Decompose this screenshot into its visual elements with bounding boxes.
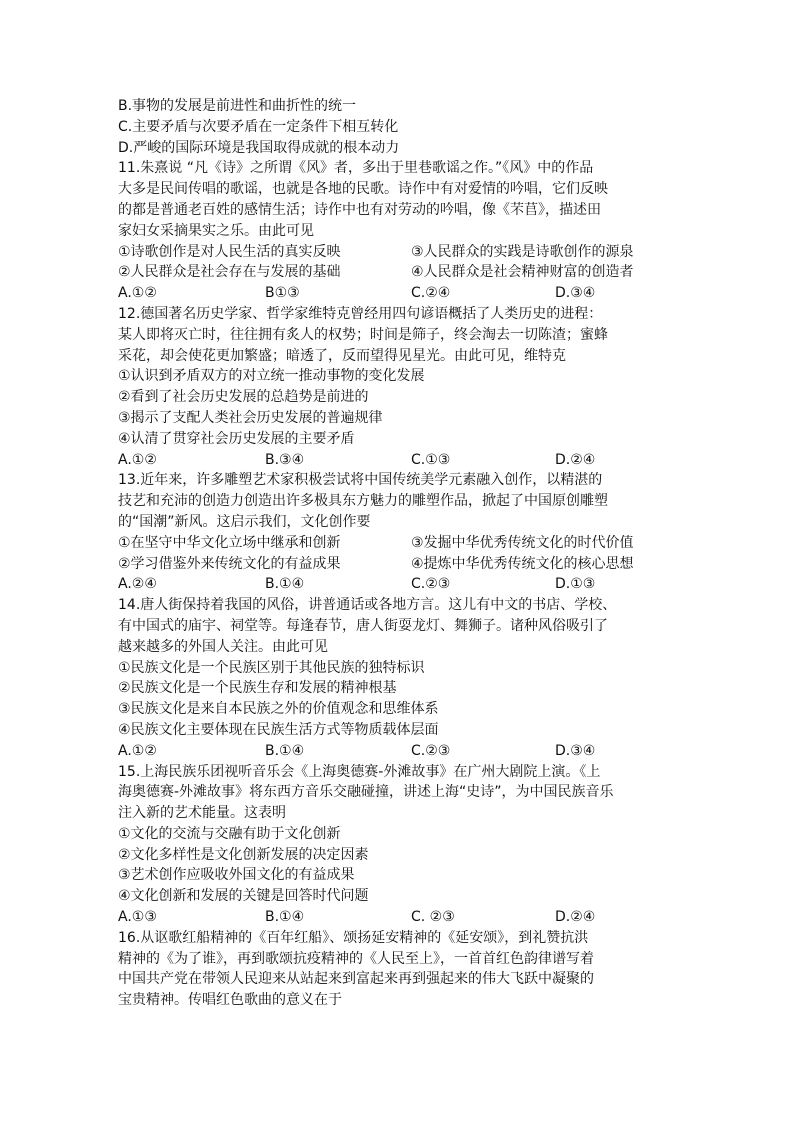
question-14-stem: 14.唐人街保持着我国的风俗，讲普通话或各地方言。这儿有中文的书店、学校、 bbox=[118, 597, 617, 614]
question-16-stem: 中国共产党在带领人民迎来从站起来到富起来再到强起来的伟大飞跃中凝聚的 bbox=[118, 971, 594, 988]
statement: ③揭示了支配人类社会历史发展的普遍规律 bbox=[118, 409, 383, 426]
choice-b: B.①④ bbox=[265, 909, 305, 926]
statement: ④文化创新和发展的关键是回答时代问题 bbox=[118, 888, 369, 905]
choice-d: D.①③ bbox=[555, 576, 596, 593]
question-11-stem: 11.朱熹说 “凡《诗》之所谓《风》者，多出于里巷歌谣之作。”《风》中的作品 bbox=[118, 160, 594, 177]
option-line: C.主要矛盾与次要矛盾在一定条件下相互转化 bbox=[118, 118, 399, 135]
question-14-stem: 越来越多的外国人关注。由此可见 bbox=[118, 638, 328, 655]
question-16-stem: 宝贵精神。传唱红色歌曲的意义在于 bbox=[118, 992, 342, 1009]
statement: ①认识到矛盾双方的对立统一推动事物的变化发展 bbox=[118, 368, 425, 385]
choice-d: D.②④ bbox=[555, 909, 596, 926]
statement: ②看到了社会历史发展的总趋势是前进的 bbox=[118, 389, 369, 406]
question-16-stem: 精神的《为了谁》，再到歌颂抗疫精神的《人民至上》，一首首红色韵律谱写着 bbox=[118, 950, 594, 967]
choice-a: A.①③ bbox=[118, 909, 157, 926]
question-11-stem: 家妇女采摘果实之乐。由此可见 bbox=[118, 222, 314, 239]
statement: ②文化多样性是文化创新发展的决定因素 bbox=[118, 846, 369, 863]
question-11-stem: 大多是民间传唱的歌谣，也就是各地的民歌。诗作中有对爱情的吟唱，它们反映 bbox=[118, 181, 608, 198]
choice-d: D.②④ bbox=[555, 451, 596, 468]
statement: ③发掘中华优秀传统文化的时代价值 bbox=[411, 534, 634, 551]
choice-b: B.①④ bbox=[265, 576, 305, 593]
question-15-stem: 15.上海民族乐团视听音乐会《上海奥德赛-外滩故事》在广州大剧院上演。《上 bbox=[118, 763, 601, 780]
question-13-stem: 的“国潮”新风。这启示我们，文化创作要 bbox=[118, 513, 371, 530]
statement: ④民族文化主要体现在民族生活方式等物质载体层面 bbox=[118, 721, 439, 738]
question-11-statements bbox=[118, 242, 678, 263]
choice-a: A.②④ bbox=[118, 576, 157, 593]
question-13-statements bbox=[118, 554, 678, 575]
question-14-choices bbox=[118, 741, 678, 762]
statement: ④人民群众是社会精神财富的创造者 bbox=[411, 264, 634, 281]
choice-b: B.③④ bbox=[265, 451, 305, 468]
question-13-stem: 13.近年来，许多雕塑艺术家积极尝试将中国传统美学元素融入创作，以精湛的 bbox=[118, 472, 603, 489]
choice-d: D.③④ bbox=[555, 285, 596, 302]
statement: ①民族文化是一个民族区别于其他民族的独特标识 bbox=[118, 659, 425, 676]
question-13-stem: 技艺和充沛的创造力创造出许多极具东方魅力的雕塑作品，掀起了中国原创雕塑 bbox=[118, 493, 608, 510]
choice-a: A.①② bbox=[118, 451, 157, 468]
question-11-stem: 的都是普通老百姓的感情生活；诗作中也有对劳动的吟唱，像《芣苢》，描述田 bbox=[118, 201, 601, 218]
statement: ①文化的交流与交融有助于文化创新 bbox=[118, 825, 341, 842]
choice-a: A.①② bbox=[118, 285, 157, 302]
question-12-stem: 采花，却会使花更加繁盛；暗透了，反而望得见星光。由此可见，维特克 bbox=[118, 347, 566, 364]
question-12-stem: 12.德国著名历史学家、哲学家维特克曾经用四句谚语概括了人类历史的进程： bbox=[118, 305, 603, 322]
statement: ④提炼中华优秀传统文化的核心思想 bbox=[411, 555, 634, 572]
statement: ①在坚守中华文化立场中继承和创新 bbox=[118, 534, 341, 551]
statement: ②人民群众是社会存在与发展的基础 bbox=[118, 264, 341, 281]
choice-a: A.①② bbox=[118, 742, 157, 759]
statement: ①诗歌创作是对人民生活的真实反映 bbox=[118, 243, 341, 260]
choice-b: B.①④ bbox=[265, 742, 305, 759]
question-12-choices bbox=[118, 450, 678, 471]
page-content bbox=[118, 96, 678, 1011]
choice-c: C.①③ bbox=[411, 451, 451, 468]
statement: ③人民群众的实践是诗歌创作的源泉 bbox=[411, 243, 634, 260]
choice-c: C.②③ bbox=[411, 742, 451, 759]
question-15-stem: 海奥德赛-外滩故事》将东西方音乐交融碰撞，讲述上海“史诗”，为中国民族音乐 bbox=[118, 784, 614, 801]
question-11-statements bbox=[118, 262, 678, 283]
question-15-choices bbox=[118, 907, 678, 928]
statement: ②民族文化是一个民族生存和发展的精神根基 bbox=[118, 680, 397, 697]
statement: ③民族文化是来自本民族之外的价值观念和思维体系 bbox=[118, 701, 439, 718]
question-12-stem: 某人即将灭亡时，往往拥有炙人的权势；时间是筛子，终会淘去一切陈渣；蜜蜂 bbox=[118, 326, 608, 343]
choice-c: C. ②③ bbox=[411, 909, 455, 926]
option-line: B.事物的发展是前进性和曲折性的统一 bbox=[118, 98, 357, 114]
choice-c: C.②④ bbox=[411, 285, 451, 302]
question-13-choices bbox=[118, 574, 678, 595]
option-line: D.严峻的国际环境是我国取得成就的根本动力 bbox=[118, 139, 400, 156]
choice-b: B①③ bbox=[265, 285, 300, 302]
statement: ③艺术创作应吸收外国文化的有益成果 bbox=[118, 867, 355, 884]
question-14-stem: 有中国式的庙宇、祠堂等。每逢春节，唐人街耍龙灯、舞狮子。诸种风俗吸引了 bbox=[118, 617, 608, 634]
question-11-choices bbox=[118, 283, 678, 304]
question-13-statements bbox=[118, 533, 678, 554]
statement: ②学习借鉴外来传统文化的有益成果 bbox=[118, 555, 341, 572]
question-15-stem: 注入新的艺术能量。这表明 bbox=[118, 805, 286, 822]
choice-d: D.③④ bbox=[555, 742, 596, 759]
question-16-stem: 16.从讴歌红船精神的《百年红船》、颂扬延安精神的《延安颂》，到礼赞抗洪 bbox=[118, 929, 589, 946]
choice-c: C.②③ bbox=[411, 576, 451, 593]
statement: ④认清了贯穿社会历史发展的主要矛盾 bbox=[118, 430, 355, 447]
